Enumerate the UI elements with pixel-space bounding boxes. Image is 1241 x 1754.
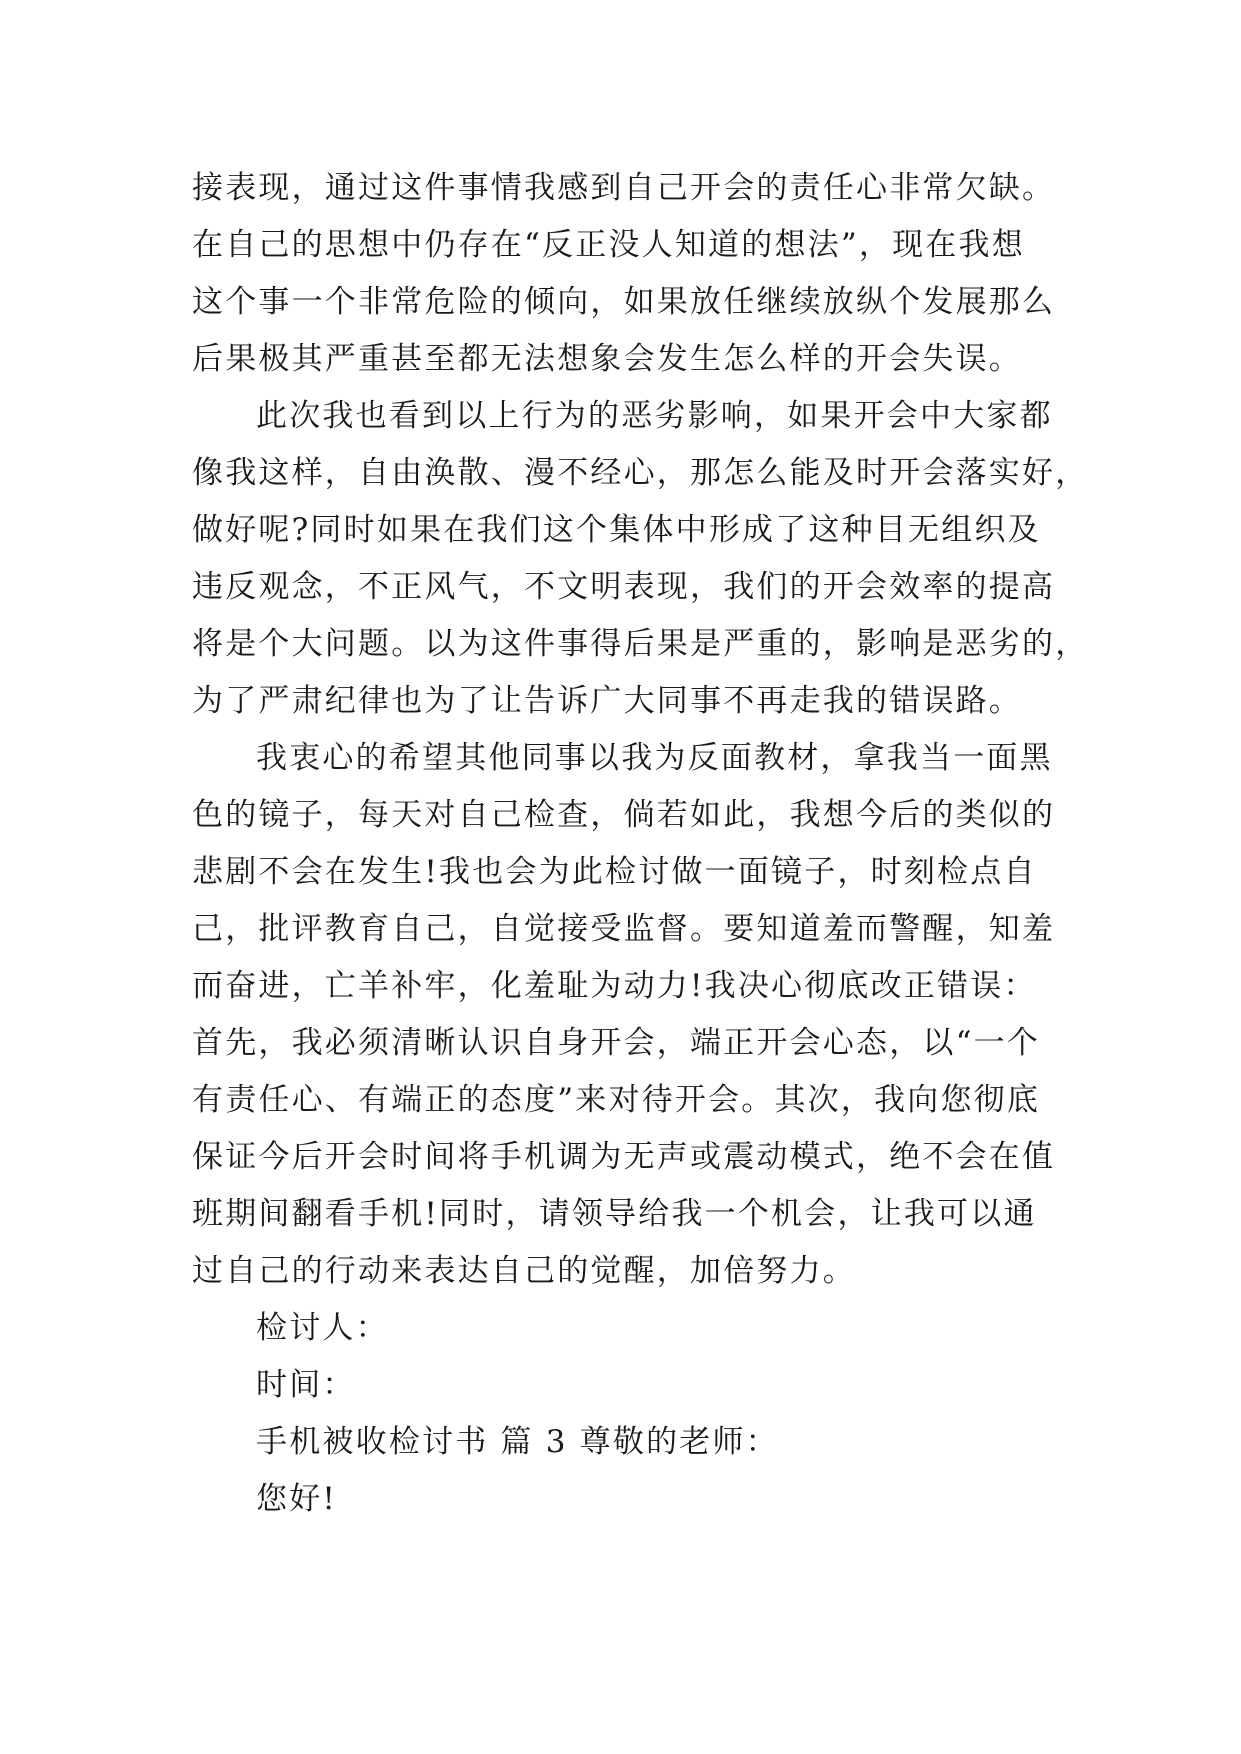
paragraph-start-line: 我衷心的希望其他同事以我为反面教材，拿我当一面黑 <box>256 740 1053 776</box>
text-line: 做好呢?同时如果在我们这个集体中形成了这种目无组织及 <box>192 512 1041 548</box>
text-line: 己，批评教育自己，自觉接受监督。要知道羞而警醒，知羞 <box>192 911 1056 947</box>
greeting-line: 您好! <box>256 1481 338 1517</box>
text-line: 将是个大问题。以为这件事得后果是严重的，影响是恶劣的， <box>192 626 1089 662</box>
signature-label: 检讨人： <box>256 1310 389 1346</box>
text-line: 在自己的思想中仍存在“反正没人知道的想法”，现在我想 <box>192 227 1025 263</box>
text-line: 悲剧不会在发生!我也会为此检讨做一面镜子，时刻检点自 <box>192 854 1037 890</box>
text-line: 后果极其严重甚至都无法想象会发生怎么样的开会失误。 <box>192 341 1022 377</box>
paragraph-start-line: 此次我也看到以上行为的恶劣影响，如果开会中大家都 <box>256 398 1053 434</box>
text-line: 首先，我必须清晰认识自身开会，端正开会心态，以“一个 <box>192 1025 1041 1061</box>
text-line: 过自己的行动来表达自己的觉醒，加倍努力。 <box>192 1253 856 1289</box>
text-line: 而奋进，亡羊补牢，化羞耻为动力!我决心彻底改正错误： <box>192 968 1037 1004</box>
section-heading-line: 手机被收检讨书 篇 3 尊敬的老师： <box>256 1424 779 1460</box>
text-line: 为了严肃纪律也为了让告诉广大同事不再走我的错误路。 <box>192 683 1022 719</box>
text-line: 班期间翻看手机!同时，请领导给我一个机会，让我可以通 <box>192 1196 1037 1232</box>
text-line: 违反观念，不正风气，不文明表现，我们的开会效率的提高 <box>192 569 1056 605</box>
text-line: 这个事一个非常危险的倾向，如果放任继续放纵个发展那么 <box>192 284 1056 320</box>
date-label: 时间： <box>256 1367 356 1403</box>
text-line: 有责任心、有端正的态度”来对待开会。其次，我向您彻底 <box>192 1082 1041 1118</box>
text-line: 像我这样，自由涣散、漫不经心，那怎么能及时开会落实好， <box>192 455 1089 491</box>
text-line: 保证今后开会时间将手机调为无声或震动模式，绝不会在值 <box>192 1139 1056 1175</box>
text-line: 色的镜子，每天对自己检查，倘若如此，我想今后的类似的 <box>192 797 1056 833</box>
text-line: 接表现，通过这件事情我感到自己开会的责任心非常欠缺。 <box>192 170 1056 206</box>
